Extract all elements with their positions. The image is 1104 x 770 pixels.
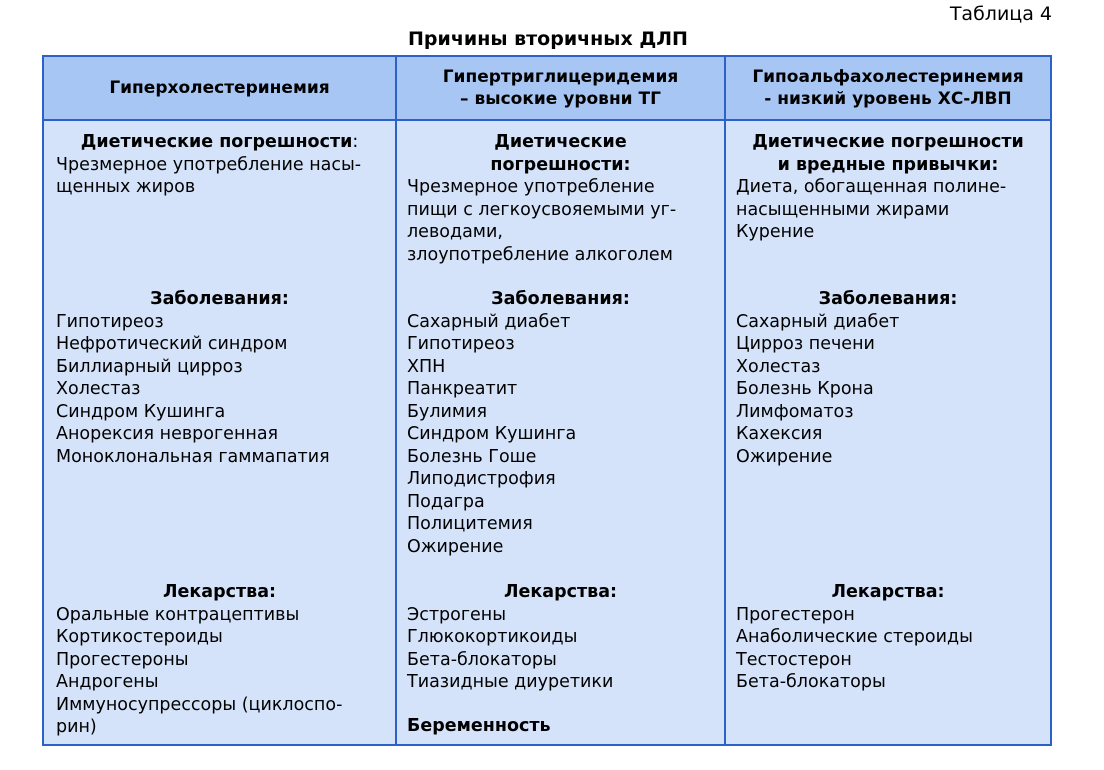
- list-item: Сахарный диабет: [736, 311, 900, 332]
- diet-heading: Диетические погрешности:: [490, 132, 631, 175]
- list-item: Нефротический синдром: [56, 334, 288, 354]
- diet-list: [726, 176, 1050, 244]
- list-item: Прогестерон: [736, 604, 855, 625]
- list-item: леводами,: [407, 222, 503, 242]
- header-hypoalphacholesterolemia: Гипоальфахолестеринемия - низкий уровень ХС-ЛВП: [726, 57, 1050, 121]
- list-item: Синдром Кушинга: [407, 424, 577, 444]
- drugs-section: [44, 581, 395, 739]
- column-hypercholesterolemia: [44, 121, 397, 744]
- diet-heading: Диетические погрешности:: [80, 132, 359, 152]
- list-item: Диета, обогащенная полине-: [736, 177, 1007, 197]
- disease-heading: Заболевания:: [150, 289, 289, 309]
- list-item: Оральные контрацептивы: [56, 604, 300, 625]
- list-item: Холестаз: [56, 379, 141, 399]
- list-item: Ожирение: [736, 446, 833, 467]
- list-item: Тиазидные диуретики: [407, 672, 614, 692]
- list-item: Андрогены: [56, 672, 159, 692]
- list-item: Иммуносупрессоры (циклоспо-: [56, 694, 343, 715]
- list-item: Холестаз: [736, 356, 821, 377]
- header-hypercholesterolemia: Гиперхолестеринемия: [44, 57, 397, 121]
- column-hypoalphacholesterolemia: [726, 121, 1050, 744]
- list-item: Прогестероны: [56, 649, 189, 670]
- list-item: злоупотребление алкоголем: [407, 244, 673, 265]
- drugs-heading: Лекарства:: [831, 582, 945, 602]
- diet-list: [397, 176, 724, 266]
- causes-table: [42, 55, 1052, 746]
- diet-section: [397, 131, 724, 266]
- drugs-list: [397, 604, 724, 694]
- list-item: Эстрогены: [407, 604, 507, 625]
- drugs-list: [726, 604, 1050, 694]
- list-item: Биллиарный цирроз: [56, 356, 243, 377]
- list-item: Сахарный диабет: [407, 311, 571, 332]
- list-item: Цирроз печени: [736, 334, 875, 354]
- disease-section: [726, 288, 1050, 468]
- list-item: Панкреатит: [407, 379, 518, 399]
- disease-section: [44, 288, 395, 468]
- drugs-section: [726, 581, 1050, 694]
- list-item: Полицитемия: [407, 514, 533, 534]
- list-item: щенных жиров: [56, 177, 196, 197]
- drugs-section: [397, 581, 724, 694]
- drugs-heading: Лекарства:: [503, 582, 617, 602]
- list-item: Глюкокортикоиды: [407, 627, 578, 647]
- disease-list: [726, 311, 1050, 469]
- list-item: Тестостерон: [736, 649, 852, 670]
- list-item: Ожирение: [407, 536, 504, 557]
- disease-list: [44, 311, 395, 469]
- list-item: Болезнь Крона: [736, 379, 874, 399]
- list-item: пищи с легкоусвояемыми уг-: [407, 199, 677, 220]
- diet-heading: Диетические погрешности и вредные привычки:: [752, 132, 1024, 175]
- diet-list: [44, 154, 395, 199]
- drugs-heading: Лекарства:: [162, 582, 276, 602]
- list-item: Анаболические стероиды: [736, 627, 973, 647]
- pregnancy-label: Беременность: [407, 716, 551, 736]
- list-item: рин): [56, 717, 97, 737]
- list-item: Бета-блокаторы: [736, 672, 886, 692]
- list-item: Моноклональная гаммапатия: [56, 446, 330, 467]
- disease-section: [397, 288, 724, 558]
- table-title: Причины вторичных ДЛП: [408, 28, 688, 50]
- list-item: Бета-блокаторы: [407, 649, 557, 670]
- list-item: ХПН: [407, 356, 446, 377]
- column-hypertriglyceridemia: [397, 121, 726, 744]
- diet-section: [44, 131, 395, 199]
- list-item: Липодистрофия: [407, 469, 556, 489]
- list-item: насыщенными жирами: [736, 199, 950, 220]
- drugs-list: [44, 604, 395, 739]
- list-item: Булимия: [407, 401, 488, 422]
- table-number-label: Таблица 4: [949, 3, 1052, 25]
- list-item: Кортикостероиды: [56, 627, 223, 647]
- list-item: Чрезмерное употребление: [407, 177, 655, 197]
- list-item: Подагра: [407, 491, 485, 512]
- list-item: Чрезмерное употребление насы-: [56, 154, 362, 175]
- list-item: Гипотиреоз: [407, 334, 515, 354]
- list-item: Гипотиреоз: [56, 311, 164, 332]
- list-item: Лимфоматоз: [736, 401, 854, 422]
- list-item: Синдром Кушинга: [56, 401, 226, 422]
- header-hypertriglyceridemia: Гипертриглицеридемия – высокие уровни ТГ: [397, 57, 726, 121]
- list-item: Курение: [736, 222, 815, 242]
- disease-list: [397, 311, 724, 559]
- list-item: Кахексия: [736, 424, 823, 444]
- list-item: Анорексия неврогенная: [56, 424, 279, 444]
- disease-heading: Заболевания:: [491, 289, 630, 309]
- diet-section: [726, 131, 1050, 244]
- disease-heading: Заболевания:: [818, 289, 958, 309]
- list-item: Болезнь Гоше: [407, 446, 537, 467]
